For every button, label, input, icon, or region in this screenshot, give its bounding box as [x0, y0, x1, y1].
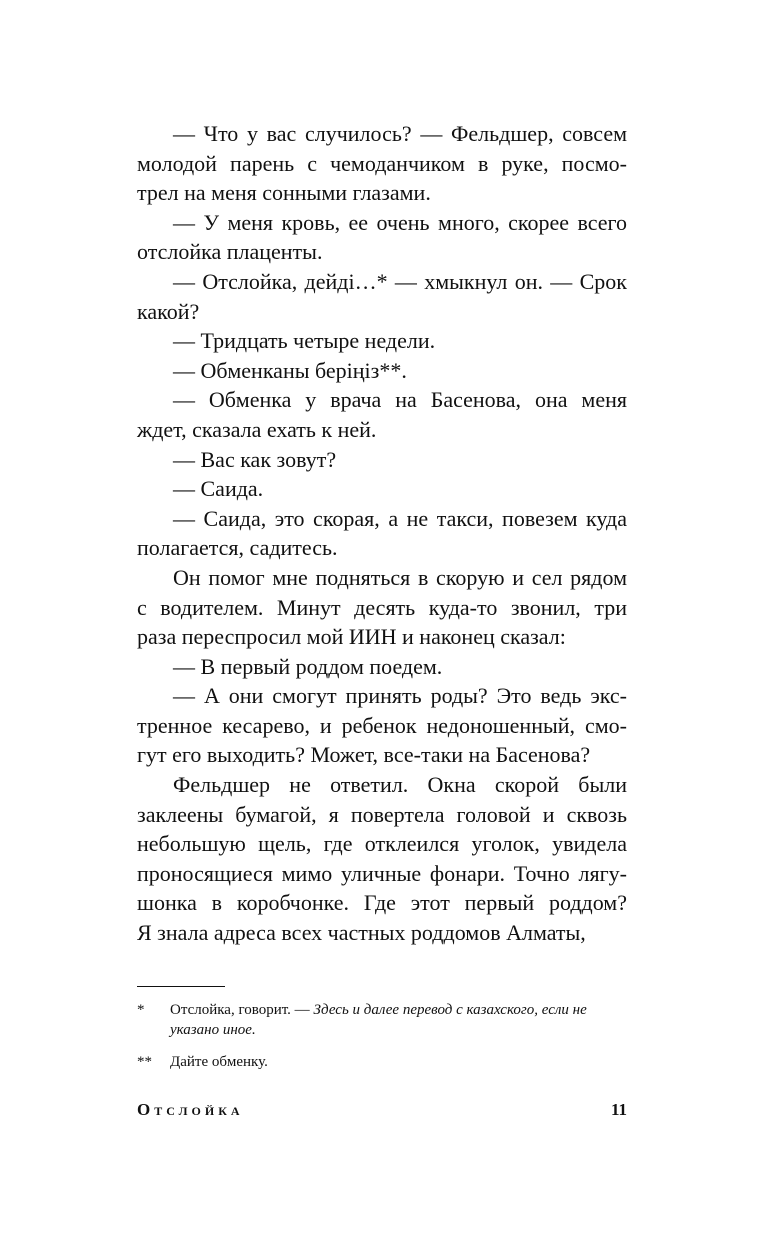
text-line: — Саида, это скорая, а не такси, повезем куда	[173, 505, 627, 531]
text-line: полагается, садитесь.	[137, 535, 338, 561]
text-line: — Обменка у врача на Басенова, она меня	[173, 387, 627, 413]
footnote-text	[170, 1052, 627, 1072]
paragraph	[137, 474, 627, 504]
paragraph	[137, 326, 627, 356]
footnote-translation: Отслойка, говорит. —	[170, 1002, 314, 1018]
footnotes	[137, 1000, 627, 1084]
text-line: — Вас как зовут?	[173, 446, 337, 472]
text-line: Фельдшер не ответил. Окна скорой были	[173, 772, 627, 798]
text-line: гут его выходить? Может, все-таки на Басенова?	[137, 742, 591, 768]
running-footer	[137, 1100, 627, 1120]
text-line: — Саида.	[173, 476, 264, 502]
text-line: Он помог мне подняться в скорую и сел рядом	[173, 564, 627, 590]
text-line: заклеены бумагой, я повертела головой и сквозь	[137, 801, 627, 827]
text-line: ждет, сказала ехать к ней.	[137, 416, 377, 442]
text-line: Я знала адреса всех частных роддомов Алматы,	[137, 920, 586, 946]
footnote-divider	[137, 986, 225, 987]
text-line: — Отслойка, дейді…* — хмыкнул он. — Срок	[173, 268, 627, 294]
text-line: проносящиеся мимо уличные фонари. Точно лягу-	[137, 860, 627, 886]
book-title: Отслойка	[137, 1100, 244, 1119]
text-line: — А они смогут принять роды? Это ведь экс-	[173, 683, 627, 709]
footnote-text	[170, 1000, 627, 1040]
footnote-mark: *	[137, 1002, 145, 1018]
footnote-mark: **	[137, 1054, 152, 1070]
paragraph	[137, 385, 627, 444]
text-line: раза переспросил мой ИИН и наконец сказал:	[137, 624, 566, 650]
paragraph	[137, 770, 627, 948]
page-body	[137, 119, 627, 948]
text-line: — В первый роддом поедем.	[173, 653, 443, 679]
text-line: — У меня кровь, ее очень много, скорее всего	[173, 209, 627, 235]
text-line: тренное кесарево, и ребенок недоношенный, смо-	[137, 712, 627, 738]
text-line: какой?	[137, 298, 200, 324]
paragraph	[137, 119, 627, 208]
paragraph	[137, 504, 627, 563]
text-line: с водителем. Минут десять куда-то звонил, три	[137, 594, 627, 620]
page-number: 11	[610, 1100, 627, 1119]
footnote-1	[137, 1000, 627, 1040]
text-line: — Тридцать четыре недели.	[173, 328, 436, 354]
text-line: — Обменканы беріңіз**.	[173, 357, 407, 383]
paragraph	[137, 356, 627, 386]
paragraph	[137, 563, 627, 652]
footnote-translation: Дайте обменку.	[170, 1054, 268, 1070]
text-line: — Что у вас случилось? — Фельдшер, совсем	[173, 121, 627, 146]
text-line: трел на меня сонными глазами.	[137, 180, 431, 206]
paragraph	[137, 208, 627, 267]
text-line: молодой парень с чемоданчиком в руке, посмо-	[137, 150, 627, 176]
footnote-2	[137, 1052, 627, 1072]
text-line: небольшую щель, где отклеился уголок, увидела	[137, 831, 627, 857]
paragraph	[137, 652, 627, 682]
text-line: шонка в коробчонке. Где этот первый роддом?	[137, 890, 627, 916]
paragraph	[137, 681, 627, 770]
footnote-note: Здесь и далее перевод с казахского, если не указано иное.	[170, 1002, 587, 1038]
paragraph	[137, 267, 627, 326]
text-line: отслойка плаценты.	[137, 239, 323, 265]
paragraph	[137, 445, 627, 475]
